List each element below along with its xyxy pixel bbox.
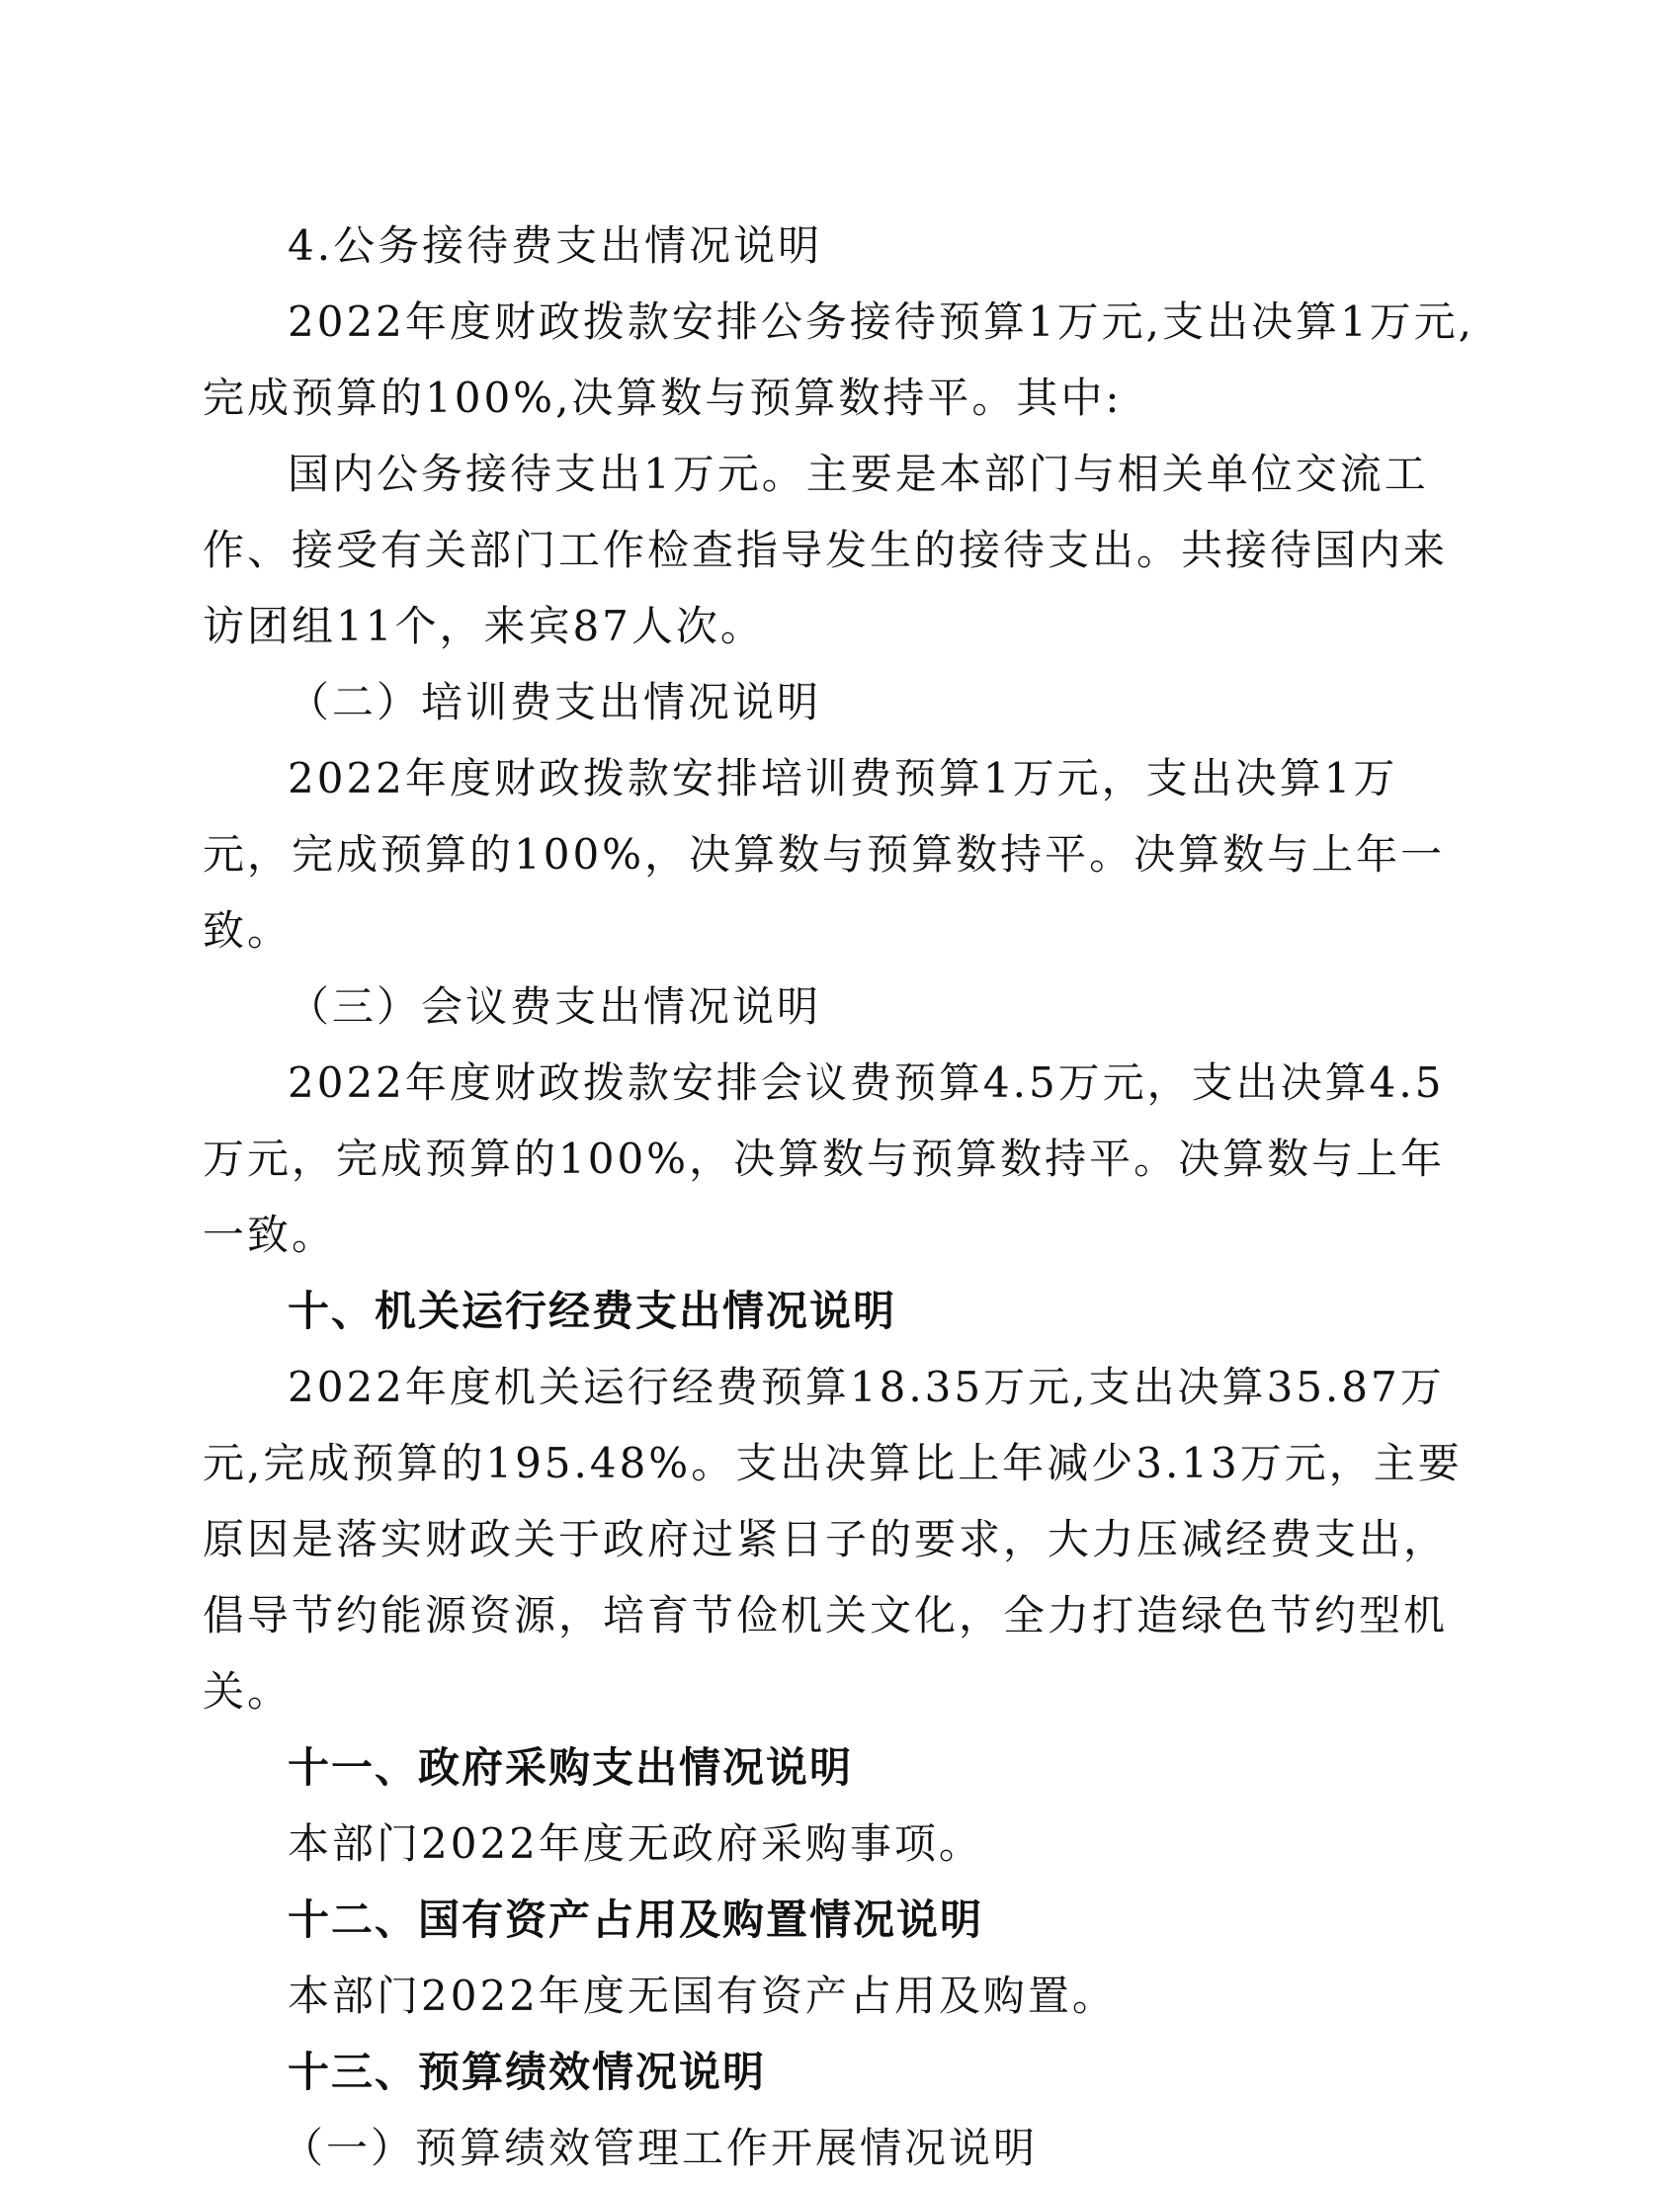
heading-performance: 十三、预算绩效情况说明 xyxy=(288,2048,767,2096)
subheading-performance-management: （一）预算绩效管理工作开展情况说明 xyxy=(282,2124,1039,2172)
heading-government-procurement: 十一、政府采购支出情况说明 xyxy=(288,1743,854,1792)
paragraph-state-assets: 本部门2022年度无国有资产占用及购置。 xyxy=(288,1972,1117,2020)
paragraph-domestic-reception: 国内公务接待支出1万元。主要是本部门与相关单位交流工作、接受有关部门工作检查指导发生的接待支出。共接待国内来访团组11个，来宾87人次。 xyxy=(203,450,1449,650)
paragraph-operating-expense: 2022年度机关运行经费预算18.35万元,支出决算35.87万元,完成预算的195.48%。支出决算比上年减少3.13万元，主要原因是落实财政关于政府过紧日子的要求，大力压减经费支出，倡导节约能源资源，培育节俭机关文化，全力打造绿色节约型机关。 xyxy=(203,1363,1463,1716)
heading-state-assets: 十二、国有资产占用及购置情况说明 xyxy=(288,1895,984,1944)
subheading-meeting-expense: （三）会议费支出情况说明 xyxy=(288,982,822,1031)
document-body xyxy=(203,208,1477,2186)
paragraph-reception-budget: 2022年度财政拨款安排公务接待预算1万元,支出决算1万元,完成预算的100%,决算数与预算数持平。其中: xyxy=(203,297,1475,422)
subheading-reception-expense: 4.公务接待费支出情况说明 xyxy=(288,221,823,270)
paragraph-training-budget: 2022年度财政拨款安排培训费预算1万元，支出决算1万元，完成预算的100%，决算数与预算数持平。决算数与上年一致。 xyxy=(203,754,1446,955)
heading-operating-expense: 十、机关运行经费支出情况说明 xyxy=(288,1287,897,1335)
paragraph-meeting-budget: 2022年度财政拨款安排会议费预算4.5万元，支出决算4.5万元，完成预算的100%，决算数与预算数持平。决算数与上年一致。 xyxy=(203,1058,1446,1259)
paragraph-government-procurement: 本部门2022年度无政府采购事项。 xyxy=(288,1819,983,1868)
subheading-training-expense: （二）培训费支出情况说明 xyxy=(288,678,822,726)
